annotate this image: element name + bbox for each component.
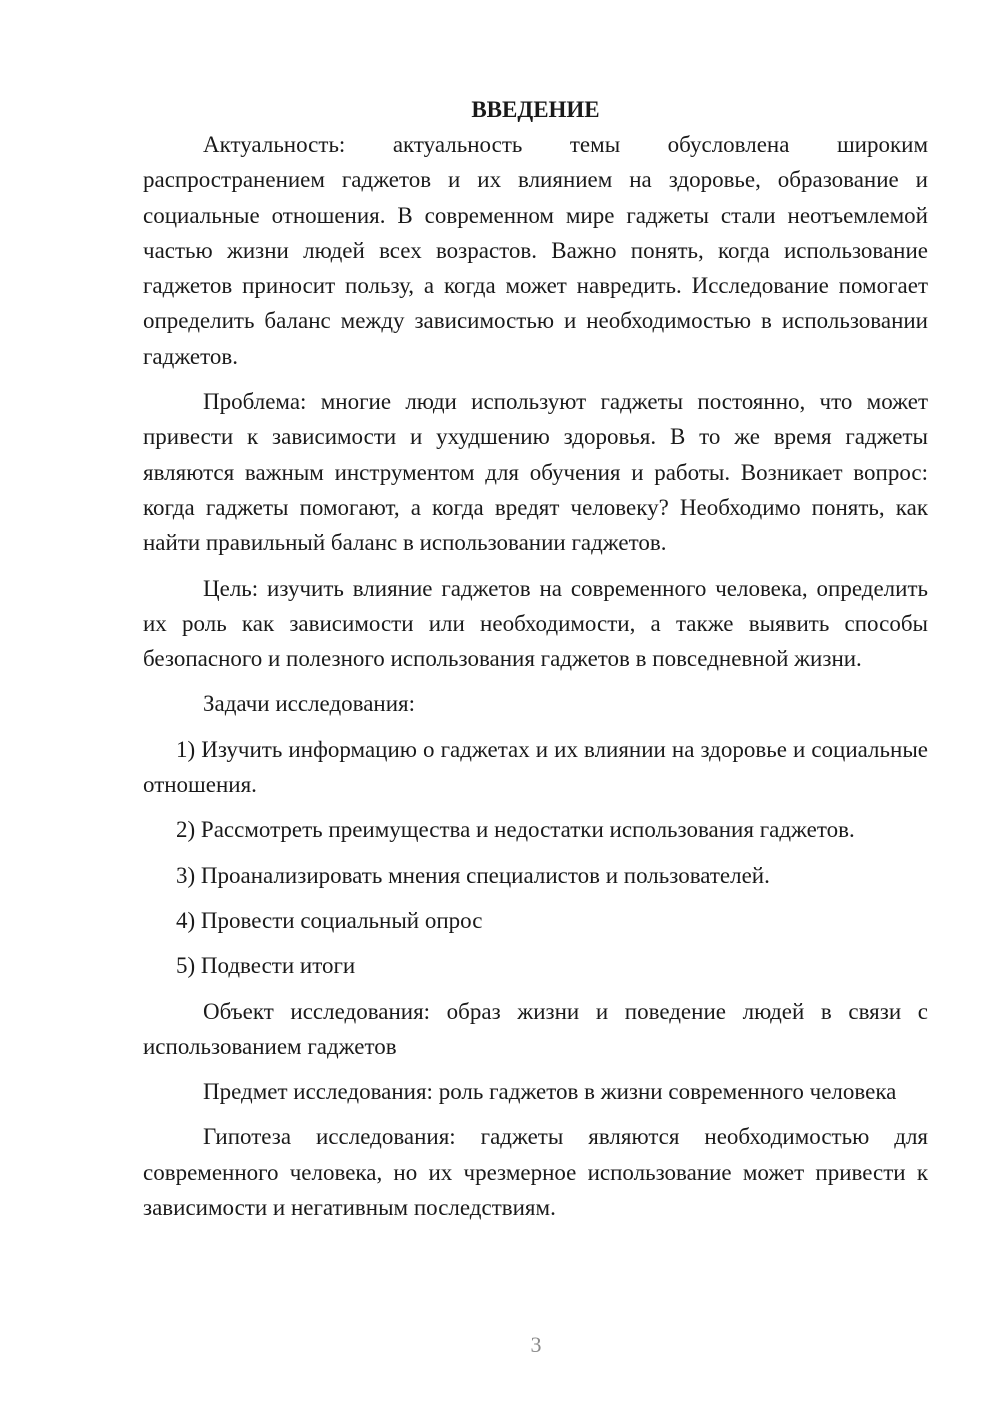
task-item-5: 5) Подвести итоги [176,953,356,979]
task-item-2: 2) Рассмотреть преимущества и недостатки использования гаджетов. [176,817,855,843]
paragraph-hypothesis: Гипотеза исследования: гаджеты являются необходимостью для современного человека, но их чрезмерное использование может привести к зависимости и негативным последствиям. [143,1124,928,1221]
paragraph-object: Объект исследования: образ жизни и поведение людей в связи с использованием гаджетов [143,998,928,1059]
page-content [143,92,928,1225]
tasks-list [143,732,928,984]
paragraph-subject: Предмет исследования: роль гаджетов в жизни современного человека [203,1079,897,1105]
paragraph-problem: Проблема: многие люди используют гаджеты постоянно, что может привести к зависимости и ухудшению здоровья. В то же время гаджеты являются важным инструментом для обучения и работы. Возникает вопрос: когда гаджеты помогают, а когда вредят человеку? Необходимо понять, как найти правильный баланс в использовании гаджетов. [143,389,928,556]
paragraph-goal: Цель: изучить влияние гаджетов на современного человека, определить их роль как зависимости или необходимости, а также выявить способы безопасного и полезного использования гаджетов в повседневной жизни. [143,575,928,672]
tasks-heading: Задачи исследования: [203,691,416,717]
task-item-1: 1) Изучить информацию о гаджетах и их влиянии на здоровье и социальные отношения. [143,736,928,798]
page-title: ВВЕДЕНИЕ [471,97,600,122]
task-item-3: 3) Проанализировать мнения специалистов и пользователей. [176,862,770,888]
paragraph-relevance: Актуальность: актуальность темы обусловлена широким распространением гаджетов и их влиянием на здоровье, образование и социальные отношения. В современном мире гаджеты стали неотъемлемой частью жизни людей всех возрастов. Важно понять, когда использование гаджетов приносит пользу, а когда может навредить. Исследование помогает определить баланс между зависимостью и необходимостью в использовании гаджетов. [143,132,928,369]
task-item-4: 4) Провести социальный опрос [176,907,483,933]
page-number: 3 [530,1332,542,1357]
